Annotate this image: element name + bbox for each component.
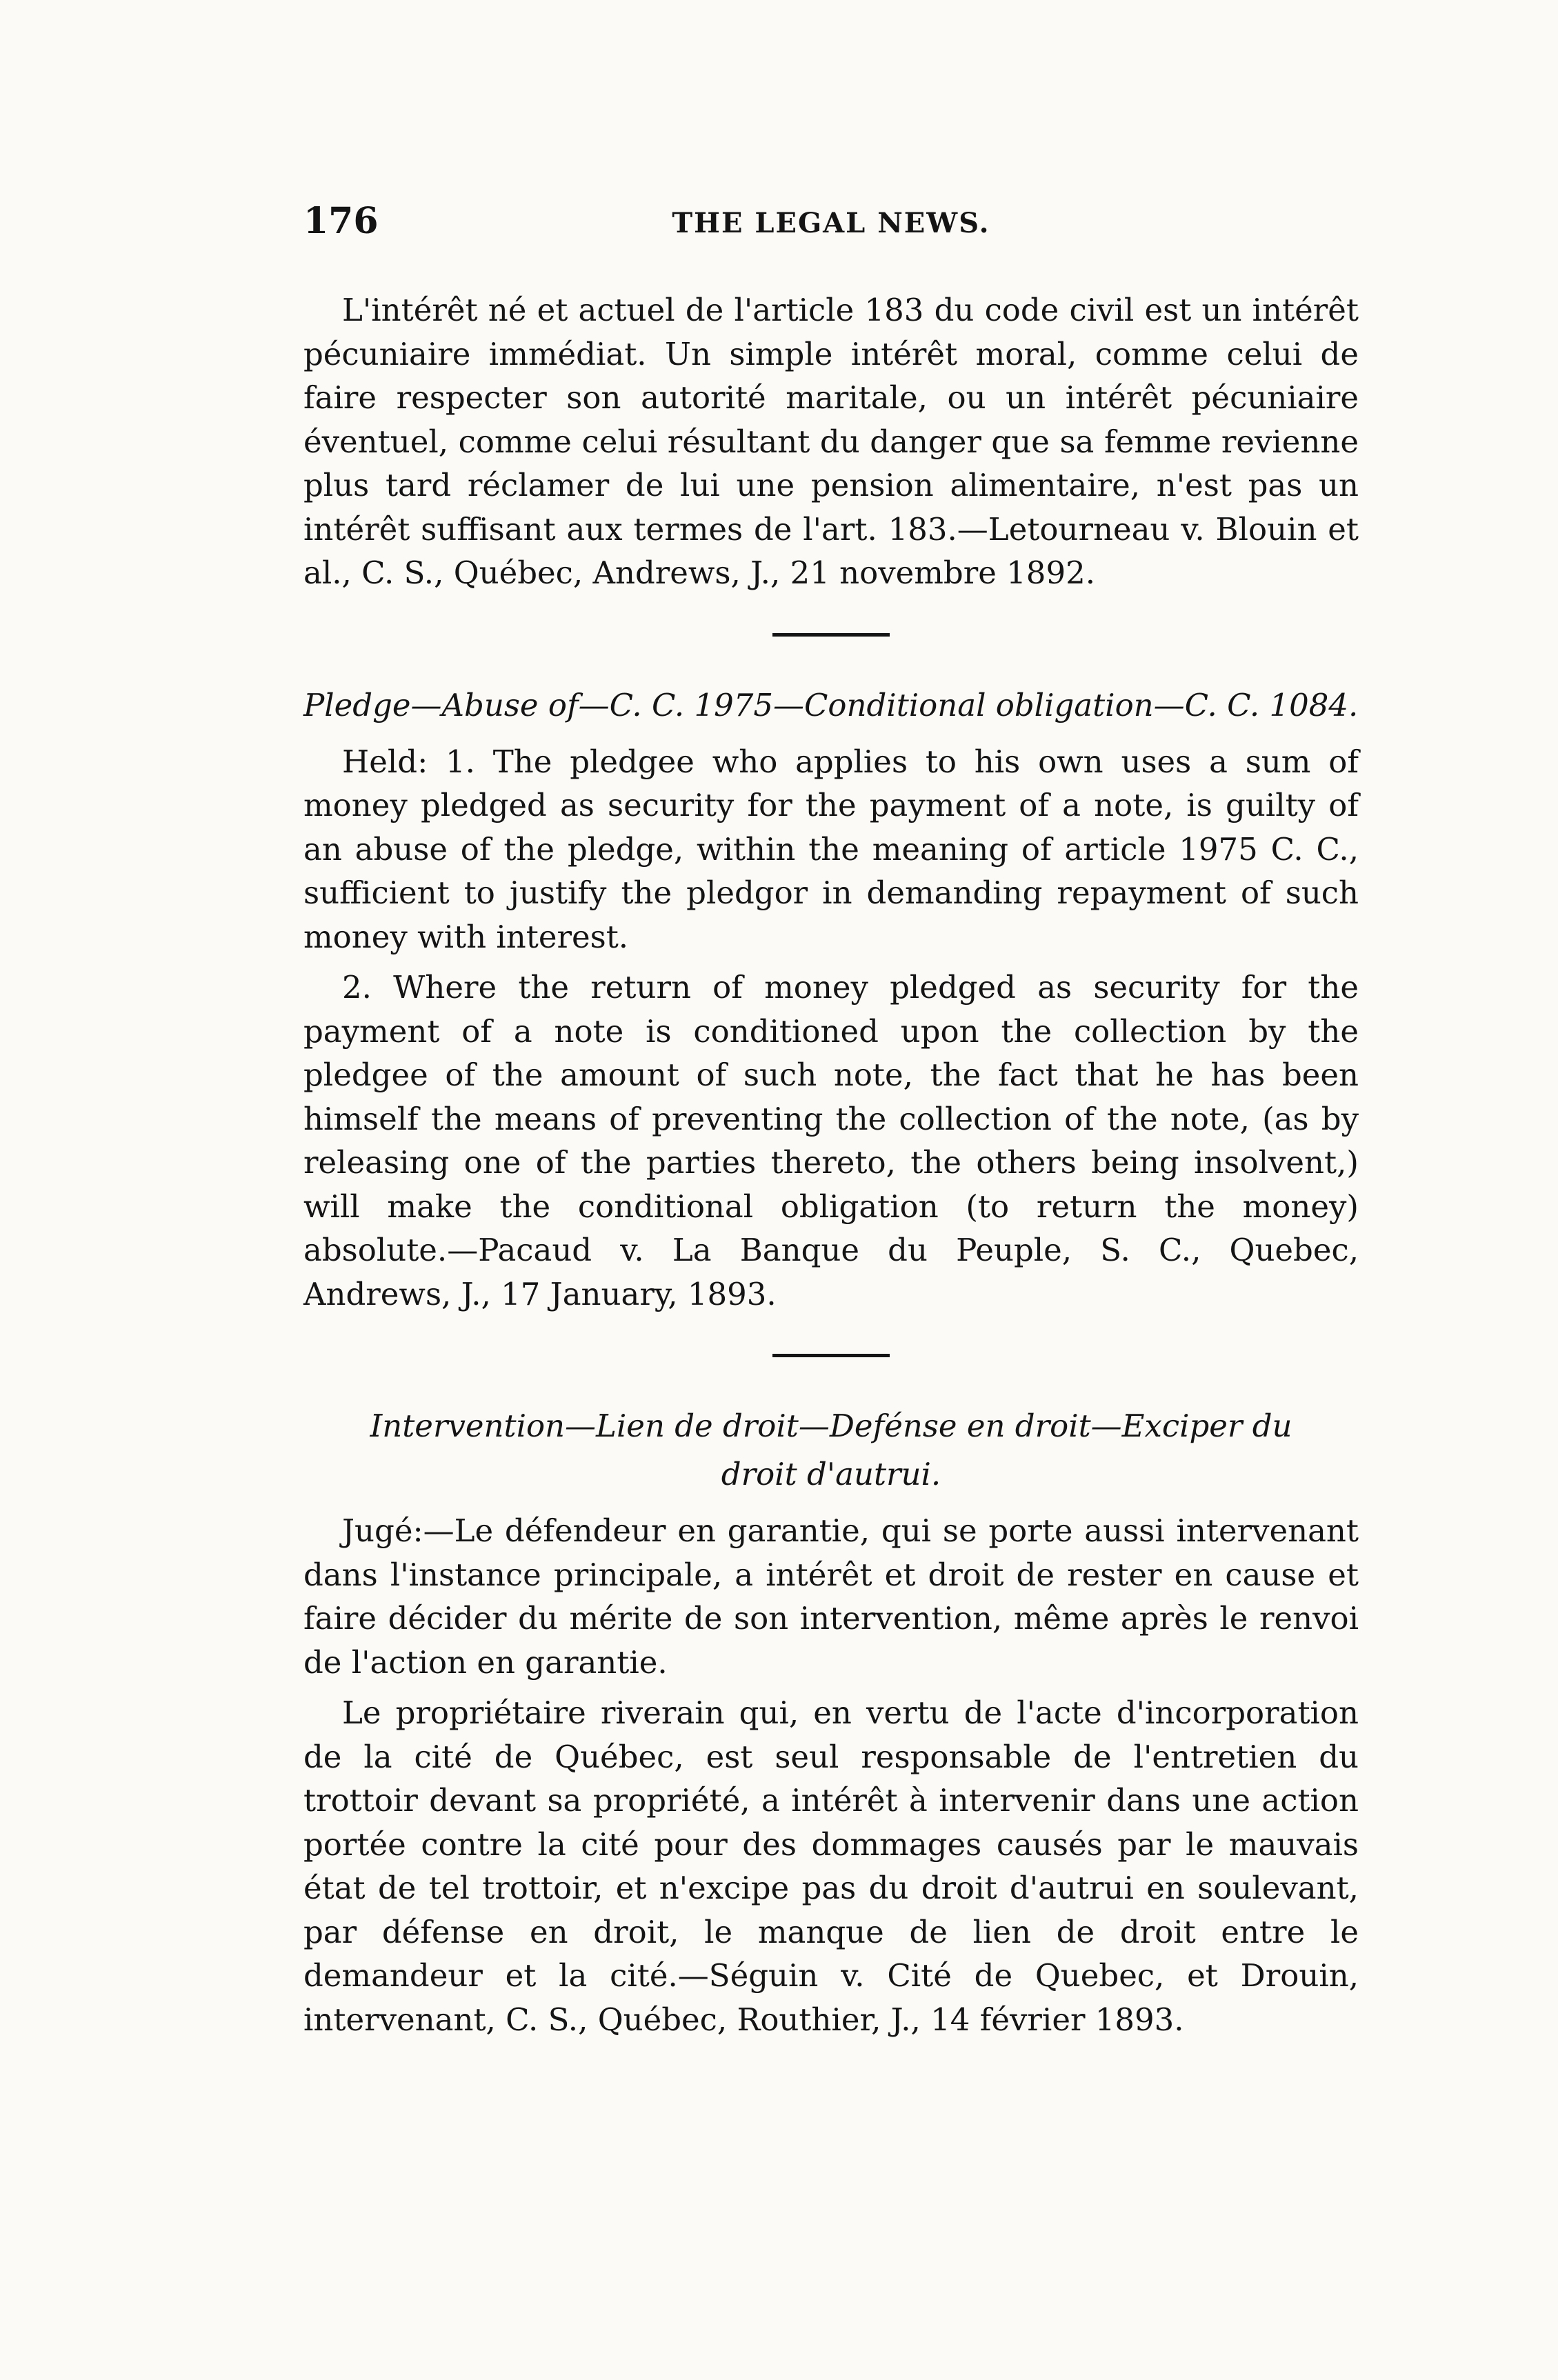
case2-heading: Pledge—Abuse of—C. C. 1975—Conditional obligation—C. C. 1084. xyxy=(303,686,1359,723)
page-content xyxy=(303,288,1359,2041)
case2-held-2: 2. Where the return of money pledged as security for the payment of a note is conditioned upon the collection by the pledgee of the amount of such note, the fact that he has been himself the means of preventing the collection of the note, (as by releasing one of the parties thereto, the others being insolvent,) will make the conditional obligation (to return the money) absolute.—Pacaud v. La Banque du Peuple, S. C., Quebec, Andrews, J., 17 January, 1893. xyxy=(303,969,1359,1312)
section-divider xyxy=(772,633,890,637)
case2-held-1: Held: 1. The pledgee who applies to his own uses a sum of money pledged as security for the payment of a note, is guilty of an abuse of the pledge, within the meaning of article 1975 C. C., sufficient to justify the pledgor in demanding repayment of such money with interest. xyxy=(303,743,1359,955)
page-number: 176 xyxy=(303,200,379,242)
case3-heading-line1: Intervention—Lien de droit—Defénse en droit—Exciper du xyxy=(370,1408,1292,1444)
case3-juge-1: Jugé:—Le défendeur en garantie, qui se porte aussi intervenant dans l'instance principale, a intérêt et droit de rester en cause et faire décider du mérite de son intervention, même après le renvoi de l'action en garantie. xyxy=(303,1512,1359,1681)
running-head: THE LEGAL NEWS. xyxy=(672,207,990,239)
case3-juge-2: Le propriétaire riverain qui, en vertu de l'acte d'incorporation de la cité de Québec, est seul responsable de l'entretien du trottoir devant sa propriété, a intérêt à intervenir dans une action portée contre la cité pour des dommages causés par le mauvais état de tel trottoir, et n'excipe pas du droit d'autrui en soulevant, par défense en droit, le manque de lien de droit entre le demandeur et la cité.—Séguin v. Cité de Quebec, et Drouin, intervenant, C. S., Québec, Routhier, J., 14 février 1893. xyxy=(303,1694,1359,2038)
case1-paragraph: L'intérêt né et actuel de l'article 183 du code civil est un intérêt pécuniaire immédiat. Un simple intérêt moral, comme celui de faire respecter son autorité maritale, ou un intérêt pécuniaire éventuel, comme celui résultant du danger que sa femme revienne plus tard réclamer de lui une pension alimentaire, n'est pas un intérêt suffisant aux termes de l'art. 183.—Letourneau v. Blouin et al., C. S., Québec, Andrews, J., 21 novembre 1892. xyxy=(303,292,1359,591)
case3-heading-line2: droit d'autrui. xyxy=(721,1456,941,1492)
page-header xyxy=(303,200,1359,255)
section-divider xyxy=(772,1354,890,1357)
